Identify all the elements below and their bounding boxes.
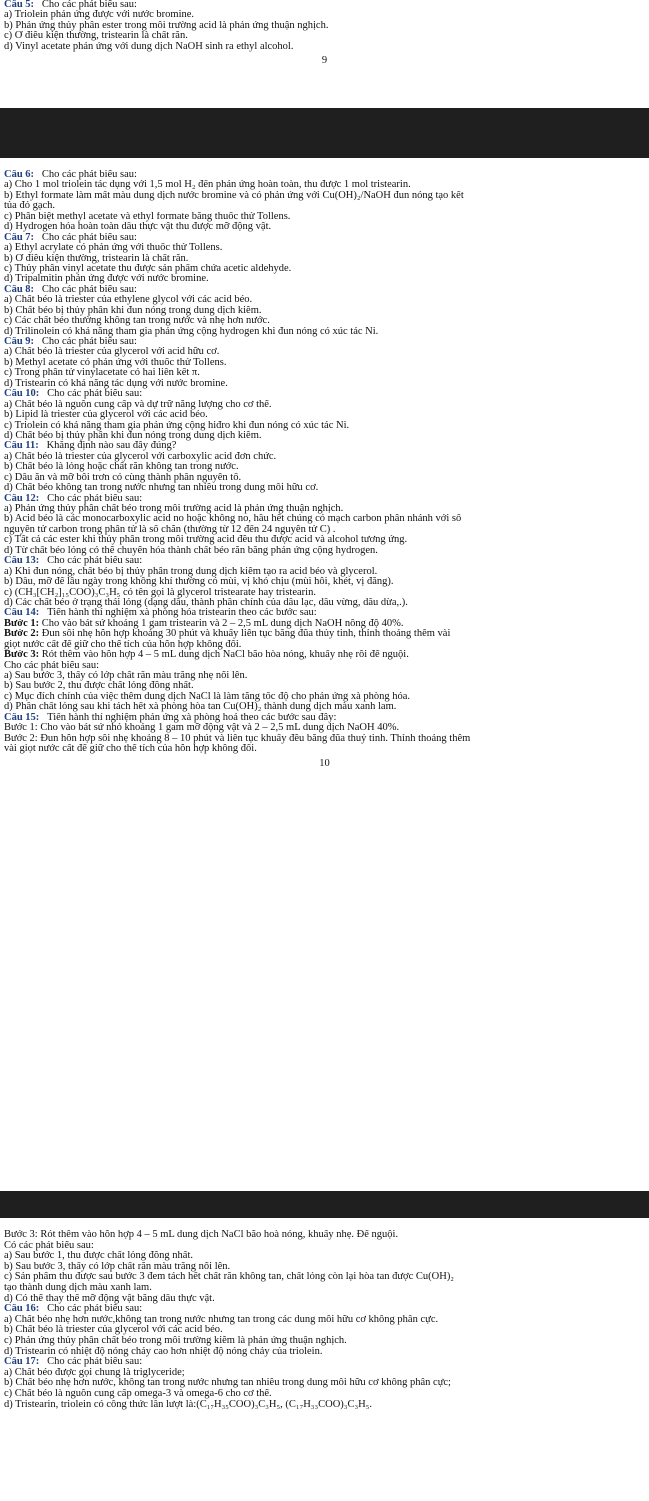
text-line bbox=[4, 264, 645, 274]
line-text: c) Triolein có khả năng tham gia phản ứng cộng hiđro khi đun nóng có xúc tác Ni. bbox=[4, 420, 350, 431]
line-text: Cho vào bát sứ khoảng 1 gam tristearin và 2 – 2,5 mL dung dịch NaOH nồng độ 40%. bbox=[41, 618, 404, 629]
text-line bbox=[4, 608, 645, 618]
line-text: d) Phần chất lỏng sau khi tách hết xà phòng hòa tan Cu(OH)₂ thành dung dịch màu xanh lam. bbox=[4, 702, 397, 713]
line-text: a) Cho 1 mol triolein tác dụng với 1,5 mol H₂ đến phản ứng hoàn toàn, thu được 1 mol tristearin. bbox=[4, 180, 411, 191]
page-1-fragment bbox=[0, 0, 649, 108]
line-text: Tiến hành thí nghiệm phản ứng xà phòng hoá theo các bước sau đây: bbox=[47, 712, 337, 723]
text-line bbox=[4, 1389, 645, 1400]
line-text: b) Dầu, mỡ để lâu ngày trong không khí thường có mùi, vị khó chịu (mùi hôi, khét, vị đắng). bbox=[4, 577, 394, 588]
text-line bbox=[4, 588, 645, 598]
text-line bbox=[4, 1272, 645, 1283]
text-line bbox=[4, 452, 645, 462]
line-text: c) Phân biệt methyl acetate và ethyl formate bằng thuốc thử Tollens. bbox=[4, 211, 291, 222]
text-line bbox=[4, 10, 645, 20]
text-line bbox=[4, 661, 645, 671]
line-text: b) Sau bước 2, thu được chất lỏng đồng nhất. bbox=[4, 681, 194, 692]
text-line bbox=[4, 368, 645, 378]
line-text: d) Vinyl acetate phản ứng với dung dịch NaOH sinh ra ethyl alcohol. bbox=[4, 41, 294, 52]
line-text: a) Sau bước 3, thấy có lớp chất rắn màu trắng nhẹ nổi lên. bbox=[4, 671, 248, 681]
text-line bbox=[4, 650, 645, 660]
line-text: d) Hydrogen hóa hoàn toàn dầu thực vật thu được mỡ động vật. bbox=[4, 222, 272, 233]
text-line bbox=[4, 577, 645, 587]
text-line bbox=[4, 306, 645, 316]
text-line bbox=[4, 494, 645, 504]
question-label: Câu 9: bbox=[4, 337, 35, 347]
text-line bbox=[4, 170, 645, 180]
text-line bbox=[4, 410, 645, 420]
line-text: Cho các phát biểu sau: bbox=[41, 337, 137, 347]
text-line bbox=[4, 327, 645, 337]
line-text: b) Chất béo bị thủy phân khi đun nóng trong dung dịch kiềm. bbox=[4, 305, 262, 316]
text-line bbox=[4, 1315, 645, 1326]
text-line bbox=[4, 734, 645, 744]
line-text: tạo thành dung dịch màu xanh lam. bbox=[4, 1282, 152, 1293]
text-line bbox=[4, 1400, 645, 1411]
text-line bbox=[4, 337, 645, 347]
line-text: nguyên tử carbon trong phân tử là số chẵn (thường từ 12 đến 24 nguyên tử C) . bbox=[4, 524, 336, 535]
line-text: b) Methyl acetate có phản ứng với thuốc thử Tollens. bbox=[4, 357, 227, 368]
line-text: d) Tripalmitin phản ứng được với nước bromine. bbox=[4, 274, 209, 285]
text-line bbox=[4, 1294, 645, 1305]
question-label: Câu 11: bbox=[4, 441, 39, 452]
line-text: Cho các phát biểu sau: bbox=[47, 556, 143, 567]
line-text: c) Dầu ăn và mỡ bôi trơn có cùng thành phần nguyên tố. bbox=[4, 472, 242, 483]
text-line bbox=[4, 1336, 645, 1347]
line-text: giọt nước cất để giữ cho thể tích của hỗn hợp không đổi. bbox=[4, 639, 242, 650]
line-text: c) Các chất béo thường không tan trong nước và nhẹ hơn nước. bbox=[4, 316, 270, 327]
question-label: Câu 6: bbox=[4, 170, 35, 180]
line-text: c) Phản ứng thủy phân chất béo trong môi trường kiềm là phản ứng thuận nghịch. bbox=[4, 1335, 347, 1346]
text-line bbox=[4, 567, 645, 577]
line-text: a) Chất béo là triester của glycerol với carboxylic acid đơn chức. bbox=[4, 451, 277, 462]
text-line bbox=[4, 1347, 645, 1358]
line-text: c) Sản phẩm thu được sau bước 3 đem tách hết chất rắn không tan, chất lỏng còn lại hòa tan được Cu(OH)₂ bbox=[4, 1272, 454, 1283]
text-line bbox=[4, 1325, 645, 1336]
line-text: b) Sau bước 3, thấy có lớp chất rắn màu trắng nổi lên. bbox=[4, 1261, 231, 1272]
line-text: c) (CH₃[CH₂]₁₅COO)₃C₃H₅ có tên gọi là glycerol tristearate hay tristearin. bbox=[4, 587, 316, 598]
text-line bbox=[4, 619, 645, 629]
line-text: Cho các phát biểu sau: bbox=[47, 1357, 143, 1368]
text-line bbox=[4, 723, 645, 733]
text-line bbox=[4, 316, 645, 326]
line-text: tủa đỏ gạch. bbox=[4, 201, 56, 212]
line-text: c) Trong phân tử vinylacetate có hai liên kết π. bbox=[4, 368, 200, 379]
text-line bbox=[4, 274, 645, 284]
line-text: a) Chất béo là nguồn cung cấp và dự trữ năng lượng cho cơ thể. bbox=[4, 399, 272, 410]
text-line bbox=[4, 1262, 645, 1273]
step-label: Bước 3: bbox=[4, 650, 40, 661]
page-1-text bbox=[4, 0, 645, 70]
text-line bbox=[4, 31, 645, 41]
line-text: c) Mục đích chính của việc thêm dung dịch NaCl là làm tăng tốc độ cho phản ứng xà phòng hóa. bbox=[4, 691, 411, 702]
text-line bbox=[4, 1283, 645, 1294]
line-text: Cho các phát biểu sau: bbox=[41, 232, 137, 243]
line-text: Cho các phát biểu sau: bbox=[41, 284, 137, 295]
text-line bbox=[4, 212, 645, 222]
text-line bbox=[4, 713, 645, 723]
text-line bbox=[4, 702, 645, 712]
text-line bbox=[4, 431, 645, 441]
text-line bbox=[4, 1368, 645, 1379]
line-text: b) Chất béo là lỏng hoặc chất rắn không tan trong nước. bbox=[4, 462, 239, 473]
question-label: Câu 8: bbox=[4, 284, 35, 295]
text-line bbox=[4, 1241, 645, 1252]
page-3-text bbox=[4, 1230, 645, 1410]
line-text: a) Chất béo là triester của ethylene glycol với các acid béo. bbox=[4, 295, 253, 306]
text-line bbox=[4, 556, 645, 566]
line-text: Cho các phát biểu sau: bbox=[47, 389, 143, 400]
line-text: a) Chất béo là triester của glycerol với acid hữu cơ. bbox=[4, 347, 220, 358]
question-label: Câu 17: bbox=[4, 1357, 40, 1368]
page-2-text bbox=[4, 170, 645, 773]
line-text: a) Ethyl acrylate có phản ứng với thuốc thử Tollens. bbox=[4, 243, 223, 254]
question-label: Câu 12: bbox=[4, 493, 40, 504]
text-line bbox=[4, 0, 645, 10]
line-text: vài giọt nước cất để giữ cho thể tích của hỗn hợp không đổi. bbox=[4, 744, 257, 755]
text-line bbox=[4, 525, 645, 535]
line-text: c) Thủy phân vinyl acetate thu được sản phẩm chứa acetic aldehyde. bbox=[4, 263, 292, 274]
question-label: Câu 16: bbox=[4, 1304, 40, 1315]
text-line bbox=[4, 254, 645, 264]
line-text: Bước 2: Đun hỗn hợp sôi nhẹ khoảng 8 – 10 phút và liên tục khuấy đều bằng đũa thuỷ tinh. Thỉnh thoảng thêm bbox=[4, 733, 471, 744]
line-text: Cho các phát biểu sau: bbox=[41, 170, 137, 180]
page-number: 10 bbox=[319, 757, 330, 769]
line-text: a) Chất béo nhẹ hơn nước,không tan trong nước nhưng tan trong các dung môi hữu cơ không phân cực. bbox=[4, 1314, 439, 1325]
line-text: c) Chất béo là nguồn cung cấp omega-3 và omega-6 cho cơ thể. bbox=[4, 1388, 272, 1399]
line-text: d) Chất béo bị thủy phân khi đun nóng trong dung dịch kiềm. bbox=[4, 430, 262, 441]
text-line bbox=[4, 347, 645, 357]
line-text: d) Chất béo không tan trong nước nhưng tan nhiều trong dung môi hữu cơ. bbox=[4, 483, 319, 494]
question-label: Câu 5: bbox=[4, 0, 35, 10]
text-line bbox=[4, 671, 645, 681]
page-2 bbox=[0, 158, 649, 1191]
line-text: Cho các phát biểu sau: bbox=[41, 0, 137, 10]
line-text: a) Triolein phản ứng được với nước bromine. bbox=[4, 10, 195, 21]
text-line bbox=[4, 1378, 645, 1389]
page-separator bbox=[0, 108, 649, 158]
page-separator bbox=[0, 1191, 649, 1218]
line-text: b) Ethyl formate làm mất màu dung dịch nước bromine và có phản ứng với Cu(OH)₂/NaOH đun nóng tạo kết bbox=[4, 190, 464, 201]
text-line bbox=[4, 598, 645, 608]
text-line bbox=[4, 21, 645, 31]
text-line bbox=[4, 692, 645, 702]
line-text: Cho các phát biểu sau: bbox=[4, 660, 100, 671]
question-label: Câu 10: bbox=[4, 389, 40, 400]
page-3-fragment bbox=[0, 1218, 649, 1501]
text-line bbox=[4, 462, 645, 472]
text-line bbox=[4, 400, 645, 410]
text-line bbox=[4, 1304, 645, 1315]
question-label: Câu 7: bbox=[4, 232, 35, 243]
line-text: a) Khi đun nóng, chất béo bị thủy phân trong dung dịch kiềm tạo ra acid béo và glycerol. bbox=[4, 566, 378, 577]
text-line bbox=[4, 421, 645, 431]
line-text: d) Từ chất béo lỏng có thể chuyển hóa thành chất béo rắn bằng phản ứng cộng hydrogen. bbox=[4, 545, 378, 556]
line-text: b) Lipid là triester của glycerol với các acid béo. bbox=[4, 410, 208, 421]
text-line bbox=[4, 201, 645, 211]
line-text: d) Trilinolein có khả năng tham gia phản ứng cộng hydrogen khi đun nóng có xúc tác Ni. bbox=[4, 326, 379, 337]
line-text: a) Chất béo được gọi chung là triglyceride; bbox=[4, 1367, 185, 1378]
question-label: Câu 14: bbox=[4, 608, 40, 619]
text-line bbox=[4, 514, 645, 524]
line-text: Đun sôi nhẹ hỗn hợp khoảng 30 phút và khuấy liên tục bằng đũa thủy tinh, thỉnh thoảng thêm vài bbox=[41, 629, 451, 640]
text-line bbox=[4, 285, 645, 295]
step-label: Bước 1: bbox=[4, 618, 40, 629]
line-text: b) Chất béo là triester của glycerol với các acid béo. bbox=[4, 1325, 223, 1336]
text-line bbox=[4, 535, 645, 545]
line-text: Bước 1: Cho vào bát sứ nhỏ khoảng 1 gam mỡ động vật và 2 – 2,5 mL dung dịch NaOH 40%. bbox=[4, 723, 400, 734]
line-text: b) Acid béo là các monocarboxylic acid no hoặc không no, hầu hết chúng có mạch carbon phân nhánh với số bbox=[4, 514, 462, 525]
text-line bbox=[4, 379, 645, 389]
line-text: d) Có thể thay thế mỡ động vật bằng dầu thực vật. bbox=[4, 1293, 215, 1304]
text-line bbox=[4, 483, 645, 493]
line-text: Cho các phát biểu sau: bbox=[47, 493, 143, 504]
text-line bbox=[4, 1251, 645, 1262]
text-line bbox=[4, 191, 645, 201]
text-line bbox=[4, 233, 645, 243]
line-text: b) Phản ứng thủy phân ester trong môi trường acid là phản ứng thuận nghịch. bbox=[4, 20, 329, 31]
text-line bbox=[4, 504, 645, 514]
line-text: Tiến hành thí nghiệm xà phòng hóa tristearin theo các bước sau: bbox=[47, 608, 317, 619]
line-text: a) Sau bước 1, thu được chất lỏng đồng nhất. bbox=[4, 1251, 193, 1262]
text-line bbox=[4, 744, 645, 754]
line-text: Rót thêm vào hỗn hợp 4 – 5 mL dung dịch NaCl bão hòa nóng, khuấy nhẹ rồi để nguội. bbox=[41, 650, 409, 661]
line-text: d) Tristearin có nhiệt độ nóng chảy cao hơn nhiệt độ nóng chảy của triolein. bbox=[4, 1346, 323, 1357]
line-text: d) Tristearin, triolein có công thức lần lượt là:(C₁₇H₃₅COO)₃C₃H₅, (C₁₇H₃₃COO)₃C₃H₅. bbox=[4, 1399, 372, 1410]
text-line bbox=[4, 546, 645, 556]
line-text: b) Ở điều kiện thường, tristearin là chất rắn. bbox=[4, 253, 189, 264]
text-line bbox=[4, 640, 645, 650]
text-line bbox=[4, 1230, 645, 1241]
text-line bbox=[4, 358, 645, 368]
text-line bbox=[4, 222, 645, 232]
line-text: d) Tristearin có khả năng tác dụng với nước bromine. bbox=[4, 378, 228, 389]
line-text: d) Các chất béo ở trạng thái lỏng (dạng dầu, thành phần chính của dầu lạc, dầu vừng, dầu dừa,.). bbox=[4, 597, 408, 608]
question-label: Câu 15: bbox=[4, 712, 40, 723]
text-line bbox=[4, 1357, 645, 1368]
page-number: 9 bbox=[321, 55, 328, 67]
text-line bbox=[4, 42, 645, 52]
line-text: Cho các phát biểu sau: bbox=[47, 1304, 143, 1315]
line-text: Có các phát biểu sau: bbox=[4, 1240, 94, 1251]
text-line bbox=[4, 441, 645, 451]
line-text: c) Tất cả các ester khi thủy phân trong môi trường acid đều thu được acid và alcohol tương ứng. bbox=[4, 535, 408, 546]
text-line bbox=[4, 295, 645, 305]
text-line bbox=[4, 180, 645, 190]
line-text: b) Chất béo nhẹ hơn nước, không tan trong nước nhưng tan nhiều trong dung môi hữu cơ không phân cực; bbox=[4, 1378, 451, 1389]
text-line bbox=[4, 243, 645, 253]
line-text: c) Ở điều kiện thường, tristearin là chất rắn. bbox=[4, 31, 188, 42]
text-line bbox=[4, 389, 645, 399]
step-label: Bước 2: bbox=[4, 629, 40, 640]
line-text: a) Phản ứng thủy phân chất béo trong môi trường acid là phản ứng thuận nghịch. bbox=[4, 504, 344, 514]
text-line bbox=[4, 629, 645, 639]
line-text: Khẳng định nào sau đây đúng? bbox=[46, 441, 177, 452]
text-line bbox=[4, 473, 645, 483]
question-label: Câu 13: bbox=[4, 556, 40, 567]
line-text: Bước 3: Rót thêm vào hỗn hợp 4 – 5 mL dung dịch NaCl bão hoà nóng, khuấy nhẹ. Để nguội. bbox=[4, 1230, 399, 1240]
text-line bbox=[4, 681, 645, 691]
